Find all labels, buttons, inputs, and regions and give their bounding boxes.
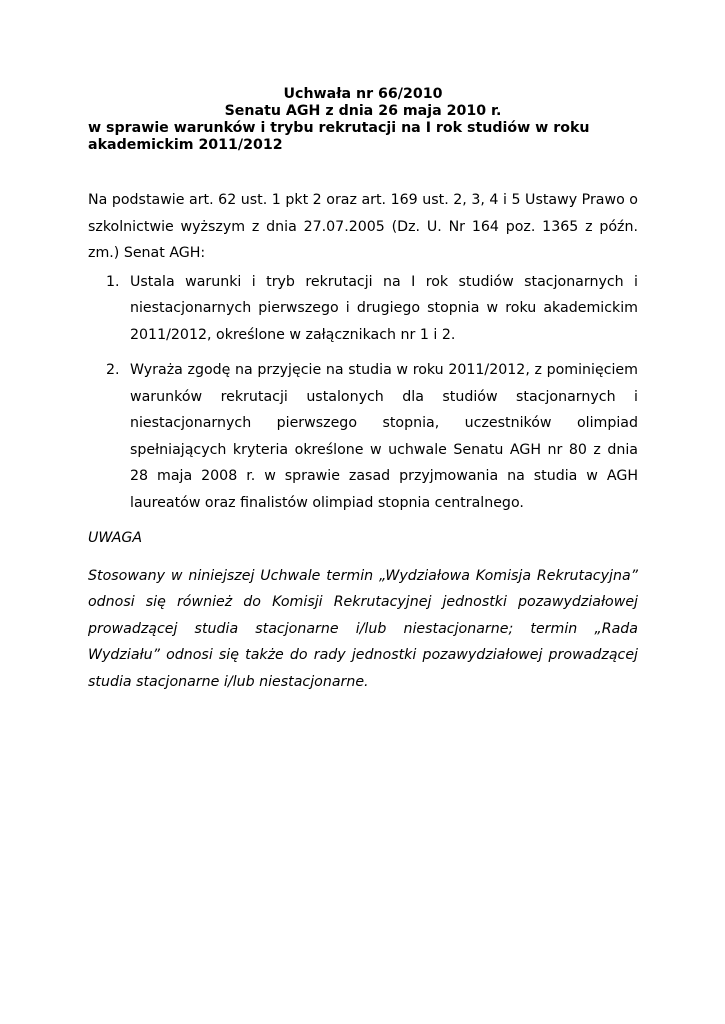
point-text: Wyraża zgodę na przyjęcie na studia w roku 2011/2012, z pominięciem warunków rekrutacji ustalonych dla studiów stacjonarnych i niestacjonarnych pierwszego stopnia, uczestników olimpiad spełniających kryteria określone w uchwale Senatu AGH nr 80 z dnia 28 maja 2008 r. w sprawie zasad przyjmowania na studia w AGH laureatów oraz finalistów olimpiad stopnia centralnego. <box>130 362 638 511</box>
resolution-point <box>88 357 638 516</box>
note-text: Stosowany w niniejszej Uchwale termin „Wydziałowa Komisja Rekrutacyjna” odnosi się również do Komisji Rekrutacyjnej jednostki pozawydziałowej prowadzącej studia stacjonarne i/lub niestacjonarne; termin „Rada Wydziału” odnosi się także do rady jednostki pozawydziałowej prowadzącej studia stacjonarne i/lub niestacjonarne. <box>88 567 638 690</box>
resolution-subject-line-1: w sprawie warunków i trybu rekrutacji na I rok studiów w roku <box>88 120 590 136</box>
point-number: 2. <box>106 362 120 378</box>
resolution-issuer-date: Senatu AGH z dnia 26 maja 2010 r. <box>224 103 502 119</box>
resolution-subject-line-2: akademickim 2011/2012 <box>88 137 283 153</box>
resolution-points-list <box>88 269 638 517</box>
document-page <box>88 86 638 695</box>
resolution-point <box>88 269 638 349</box>
point-number: 1. <box>106 273 120 290</box>
note-heading: UWAGA <box>88 530 143 546</box>
legal-basis-paragraph: Na podstawie art. 62 ust. 1 pkt 2 oraz art. 169 ust. 2, 3, 4 i 5 Ustawy Prawo o szkolnictwie wyższym z dnia 27.07.2005 (Dz. U. Nr 164 poz. 1365 z późn. zm.) Senat AGH: <box>88 192 638 261</box>
point-text: Ustala warunki i tryb rekrutacji na I rok studiów stacjonarnych i niestacjonarnych pierwszego i drugiego stopnia w roku akademickim 2011/2012, określone w załącznikach nr 1 i 2. <box>130 273 638 343</box>
resolution-title: Uchwała nr 66/2010 <box>283 86 443 102</box>
